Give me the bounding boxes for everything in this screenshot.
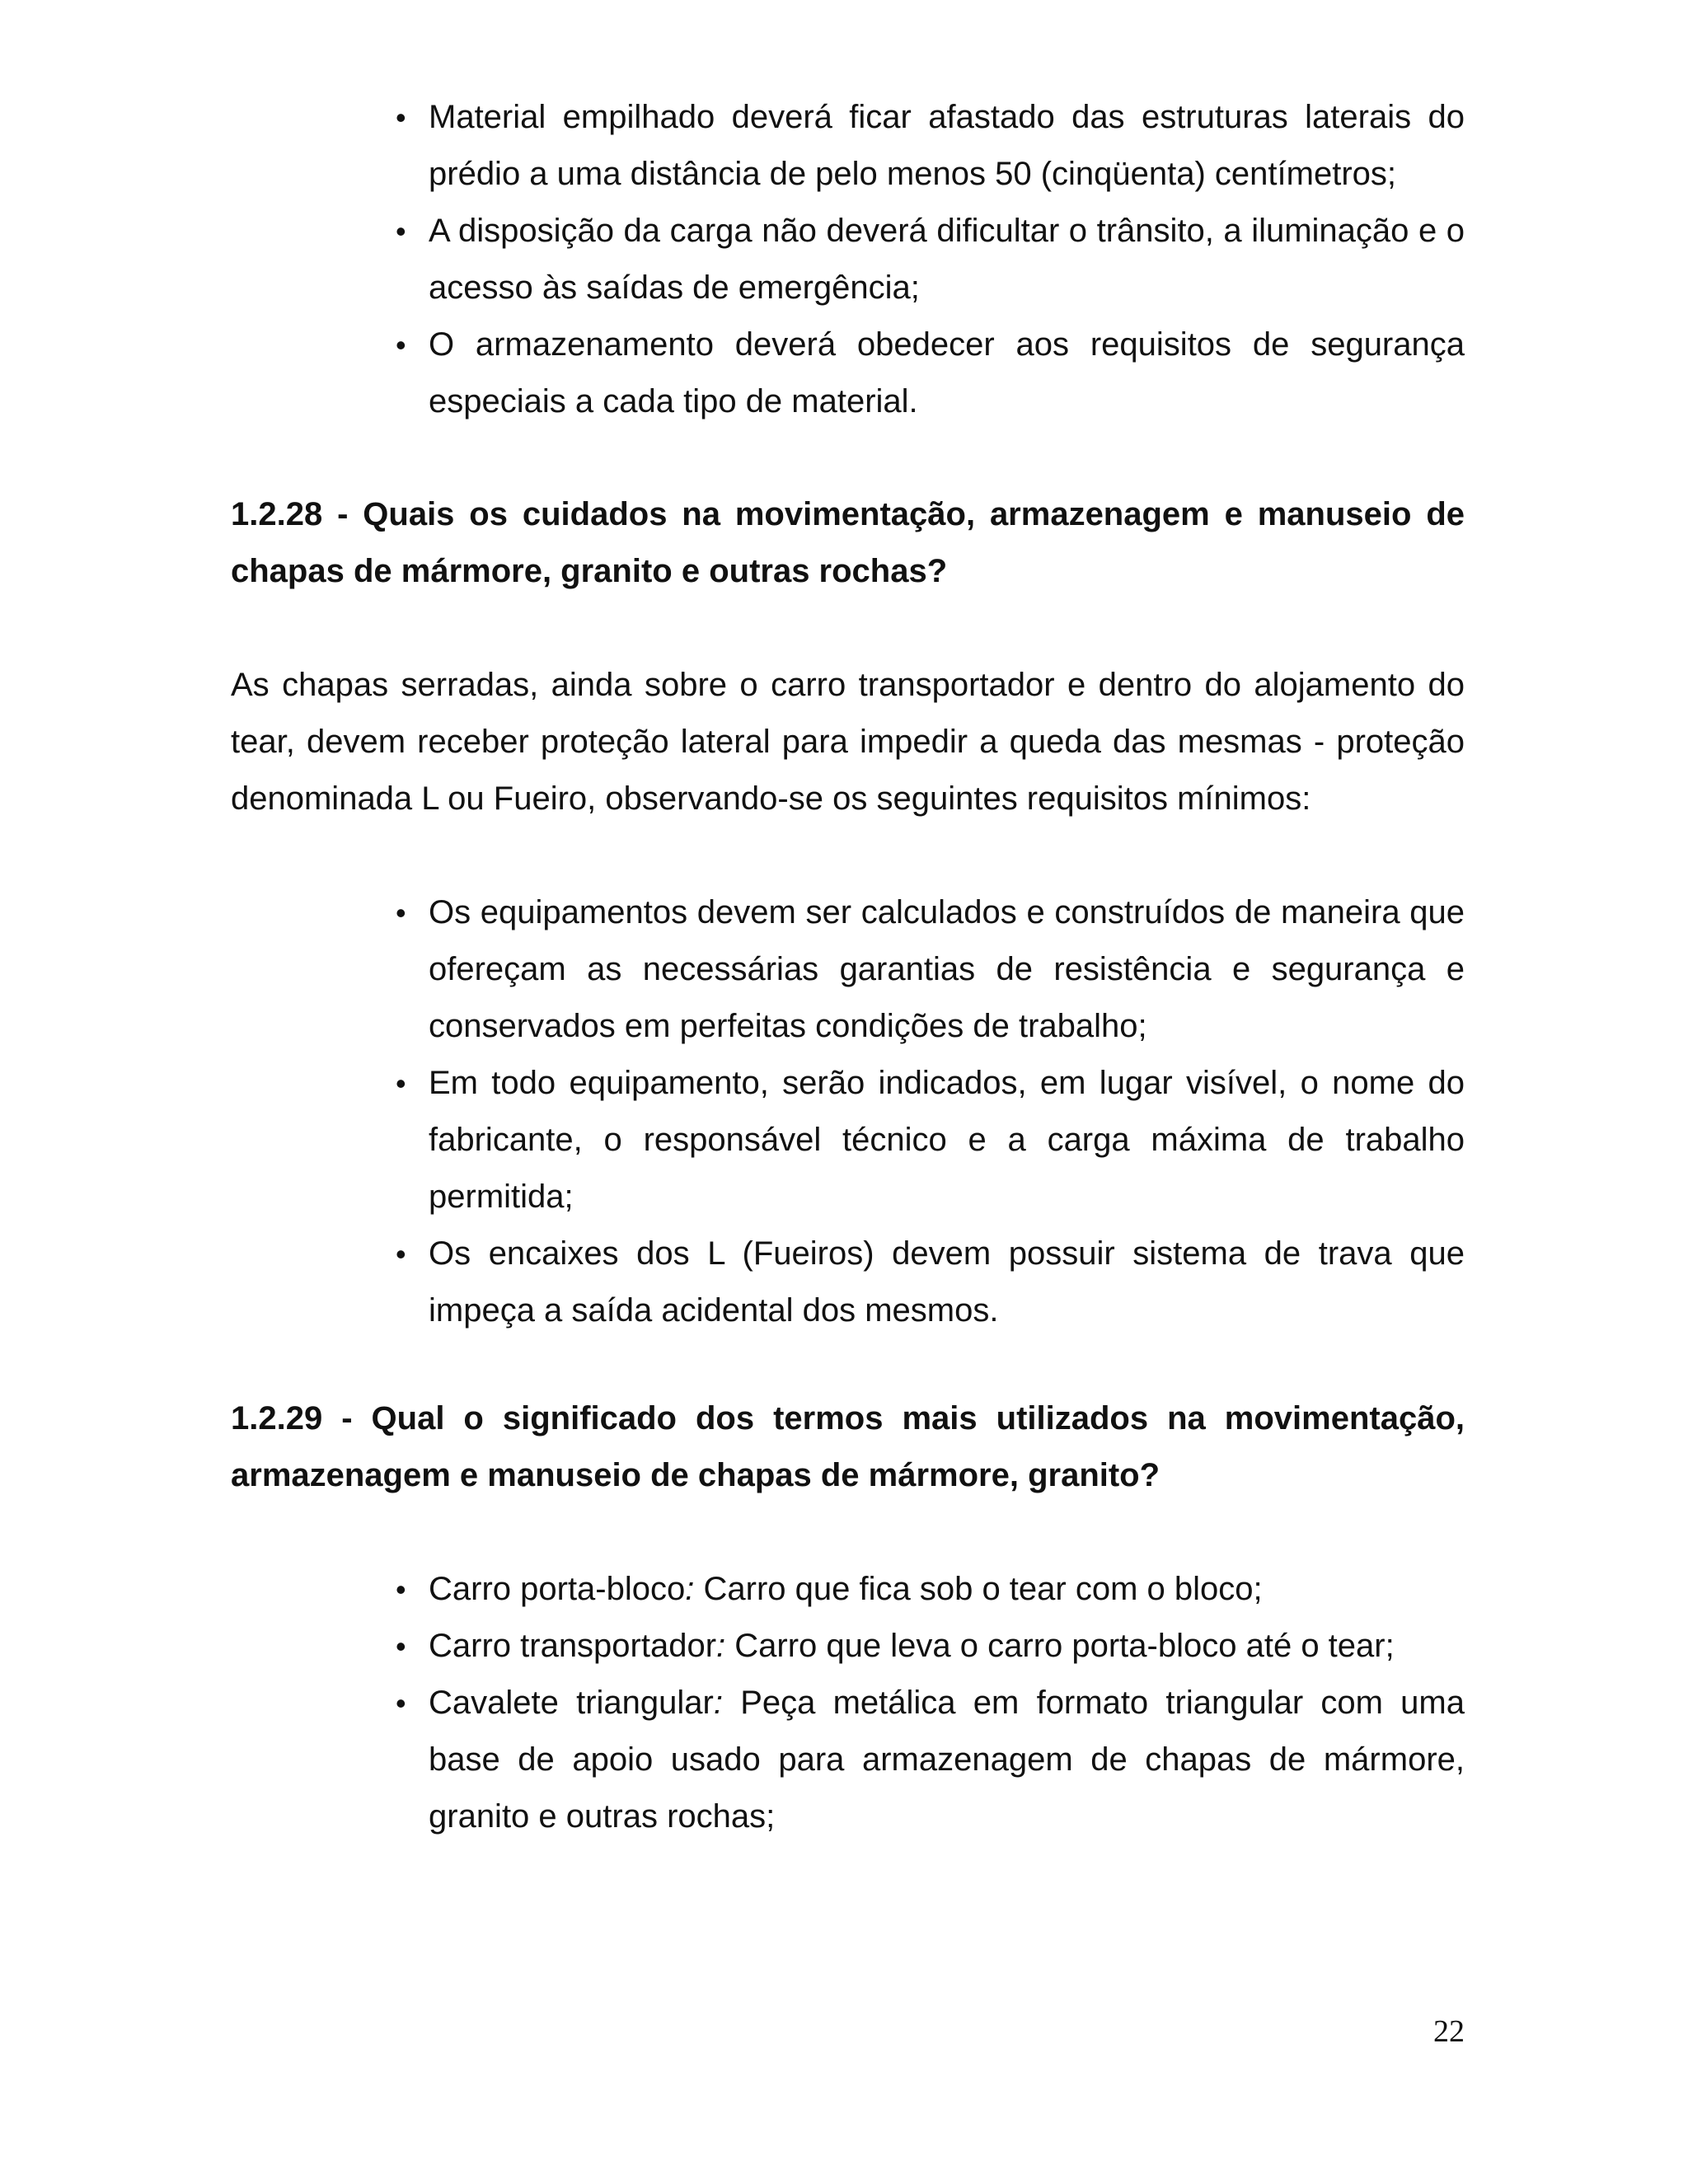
bullet-icon: • [396, 1066, 406, 1100]
term-separator: : [713, 1685, 723, 1721]
list-item [396, 203, 1465, 316]
term-name: Carro transportador [429, 1628, 717, 1664]
list-item-text: A disposição da carga não deverá dificultar o trânsito, a iluminação e o acesso às saídas de emergência; [429, 213, 1465, 306]
term-definition: Carro que fica sob o tear com o bloco; [694, 1571, 1263, 1607]
list-item-text: Os equipamentos devem ser calculados e construídos de maneira que ofereçam as necessárias garantias de resistência e segurança e conservados em perfeitas condições de trabalho; [429, 894, 1465, 1044]
storage-requirements-list [396, 89, 1465, 430]
list-item-text: O armazenamento deverá obedecer aos requisitos de segurança especiais a cada tipo de material. [429, 326, 1465, 419]
section-heading-1-2-29: 1.2.29 - Qual o significado dos termos mais utilizados na movimentação, armazenagem e manuseio de chapas de mármore, granito? [231, 1400, 1465, 1493]
term-separator: : [685, 1571, 695, 1607]
equipment-requirements-list [396, 884, 1465, 1339]
list-item-text: Os encaixes dos L (Fueiros) devem possuir sistema de trava que impeça a saída acidental dos mesmos. [429, 1235, 1465, 1329]
term-definition: Carro que leva o carro porta-bloco até o tear; [725, 1628, 1395, 1664]
term-name: Carro porta-bloco [429, 1571, 686, 1607]
bullet-icon: • [396, 1572, 406, 1606]
term-separator: : [716, 1628, 726, 1664]
list-item [396, 1055, 1465, 1226]
bullet-icon: • [396, 1629, 406, 1663]
section-heading-1-2-28: 1.2.28 - Quais os cuidados na movimentação, armazenagem e manuseio de chapas de mármore, granito e outras rochas? [231, 496, 1465, 589]
list-item [396, 1561, 1465, 1618]
terms-list [396, 1561, 1465, 1845]
list-item [396, 89, 1465, 203]
bullet-icon: • [396, 101, 406, 134]
bullet-icon: • [396, 214, 406, 248]
bullet-icon: • [396, 328, 406, 362]
term-name: Cavalete triangular [429, 1685, 714, 1721]
list-item [396, 1226, 1465, 1339]
list-item [396, 1618, 1465, 1675]
list-item-text: Material empilhado deverá ficar afastado das estruturas laterais do prédio a uma distância de pelo menos 50 (cinqüenta) centímetros; [429, 99, 1465, 192]
list-item [396, 1675, 1465, 1845]
term-definition: Peça metálica em formato triangular com uma base de apoio usado para armazenagem de chapas de mármore, granito e outras rochas; [429, 1685, 1465, 1835]
page-number: 22 [1433, 2014, 1465, 2049]
list-item-text: Em todo equipamento, serão indicados, em lugar visível, o nome do fabricante, o responsável técnico e a carga máxima de trabalho permitida; [429, 1065, 1465, 1215]
bullet-icon: • [396, 1686, 406, 1720]
list-item [396, 884, 1465, 1055]
bullet-icon: • [396, 1237, 406, 1271]
bullet-icon: • [396, 896, 406, 930]
list-item [396, 316, 1465, 430]
section-paragraph: As chapas serradas, ainda sobre o carro transportador e dentro do alojamento do tear, devem receber proteção lateral para impedir a queda das mesmas - proteção denominada L ou Fueiro, observando-se os seguintes requisitos mínimos: [231, 667, 1465, 817]
